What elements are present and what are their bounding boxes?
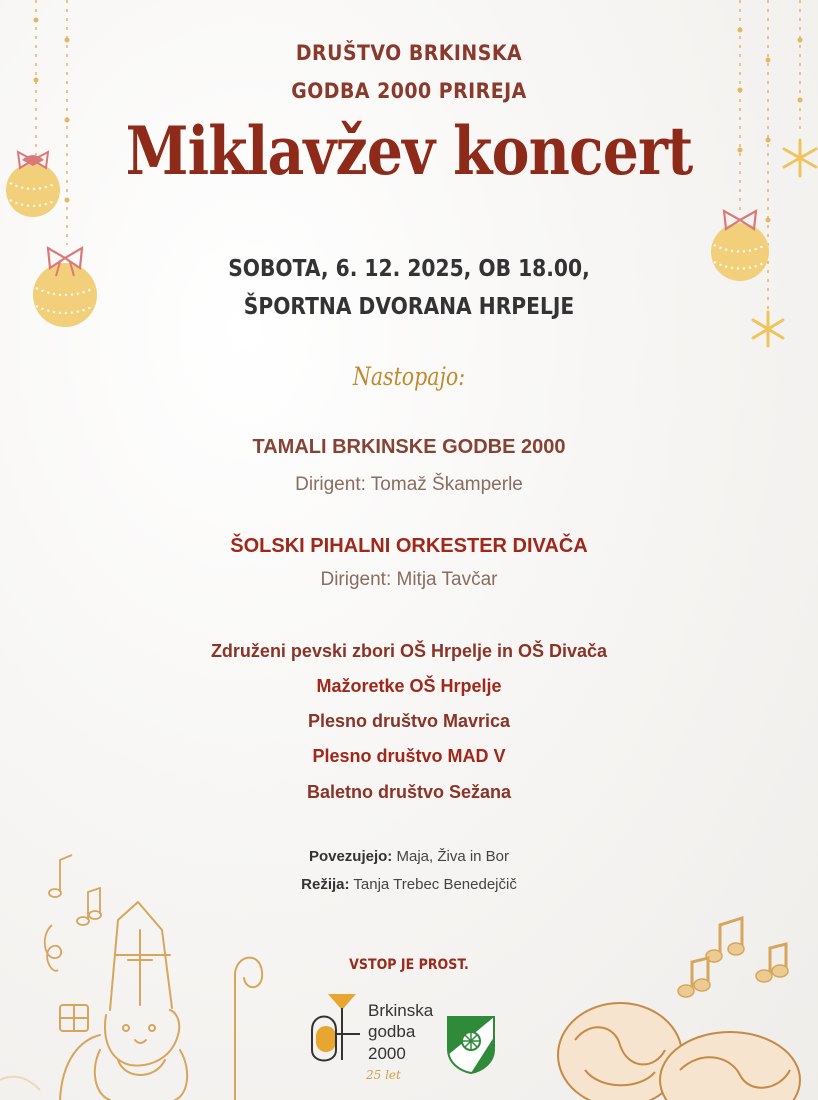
performer-item: Plesno društvo Mavrica xyxy=(307,711,511,731)
director-label: Režija: xyxy=(301,876,350,893)
snowflake-icon xyxy=(784,140,816,176)
ornament-ball-icon xyxy=(6,152,60,217)
organizer-line-1: DRUŠTVO BRKINSKA xyxy=(295,41,523,65)
performer-item: Plesno društvo MAD V xyxy=(312,746,506,766)
group-conductor-2: Dirigent: Mitja Tavčar xyxy=(320,569,498,590)
music-note-icon xyxy=(45,855,101,971)
logo-text-line-2: godba xyxy=(368,1022,416,1041)
performer-item: Mažoretke OŠ Hrpelje xyxy=(316,676,502,696)
free-entry-notice: VSTOP JE PROST. xyxy=(349,957,469,973)
director-credit xyxy=(0,876,818,893)
logo-text-line-1: Brkinska xyxy=(368,1001,434,1020)
hosts-credit xyxy=(0,848,818,865)
anniversary-text: 25 let xyxy=(366,1068,401,1082)
event-venue: ŠPORTNA DVORANA HRPELJE xyxy=(243,294,575,320)
group-name-2: ŠOLSKI PIHALNI ORKESTER DIVAČA xyxy=(230,535,588,557)
organizer-line-2: GODBA 2000 PRIREJA xyxy=(291,79,527,103)
director-value: Tanja Trebec Benedejčič xyxy=(353,876,517,893)
municipality-coat-of-arms-icon xyxy=(446,1015,496,1075)
walnut-illustration xyxy=(558,1003,800,1100)
brkinska-godba-logo-icon xyxy=(300,990,370,1070)
group-name-1: TAMALI BRKINSKE GODBE 2000 xyxy=(252,436,566,458)
logo-text-line-3: 2000 xyxy=(368,1044,406,1063)
event-date-time: SOBOTA, 6. 12. 2025, OB 18.00, xyxy=(228,256,590,282)
hosts-value: Maja, Živa in Bor xyxy=(396,848,510,865)
group-conductor-1: Dirigent: Tomaž Škamperle xyxy=(295,474,523,495)
performer-item: Združeni pevski zbori OŠ Hrpelje in OŠ Divača xyxy=(210,641,608,661)
saint-nicholas-illustration xyxy=(60,902,262,1100)
poster-title: Miklavžev koncert xyxy=(125,112,693,190)
performer-item: Baletno društvo Sežana xyxy=(306,782,512,802)
performers-heading: Nastopajo: xyxy=(352,362,466,391)
hosts-label: Povezujejo: xyxy=(308,848,393,865)
